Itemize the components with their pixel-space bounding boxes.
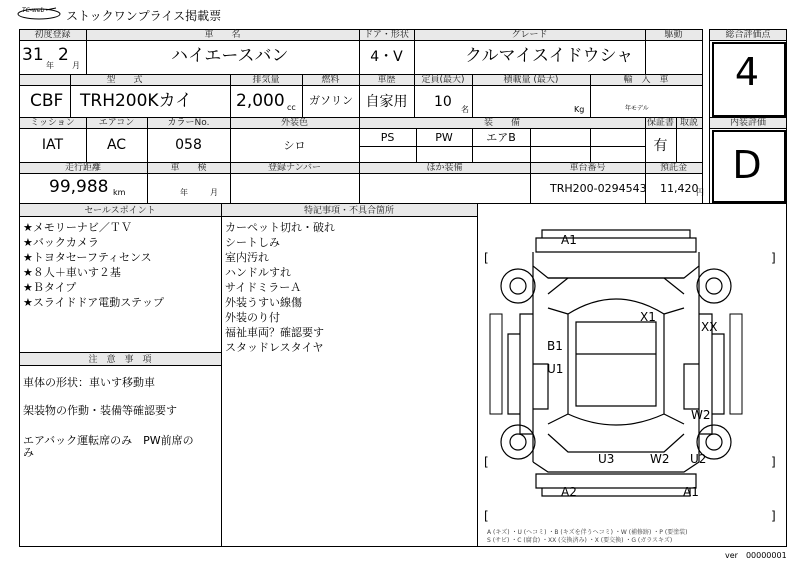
list-item: 室内汚れ: [225, 251, 269, 264]
damage-label: A1: [561, 233, 577, 247]
label-drive: 駆動: [664, 30, 683, 40]
bracket-right-3: ]: [771, 509, 776, 523]
label-aircon: エアコン: [98, 118, 135, 128]
list-item: エアバック運転席のみ PW前席の: [23, 434, 194, 447]
damage-label: A2: [561, 485, 577, 499]
value-import-note: 年モデル: [625, 105, 649, 112]
value-displacement: 2,000: [236, 91, 285, 111]
label-car-name: 車 名: [204, 30, 241, 40]
value-car-name: ハイエースバン: [171, 46, 289, 66]
value-insp-year-unit: 年: [180, 188, 188, 197]
notes-title: 注 意 事 項: [88, 355, 152, 365]
label-manual: 取説: [679, 118, 698, 128]
list-item: 外装のり付: [225, 311, 280, 324]
list-item: ハンドルすれ: [225, 266, 291, 279]
version-label: ver 00000001: [725, 551, 787, 560]
bracket-left-3: [: [484, 509, 489, 523]
list-item: スタッドレスタイヤ: [225, 341, 324, 354]
value-grade: クルマイスイドウシャ: [465, 46, 634, 66]
bracket-left-2: [: [484, 455, 489, 469]
list-item: 架装物の作動・装備等確認要す: [23, 404, 177, 417]
damage-label: X1: [640, 310, 656, 324]
bracket-right-1: ]: [771, 251, 776, 265]
label-grade: グレード: [511, 30, 548, 40]
damage-label: U2: [690, 452, 707, 466]
page-title: ストックワンプライス掲載票: [66, 9, 222, 23]
value-equip-airbag: エアB: [486, 131, 516, 144]
label-chassis-no: 車台番号: [569, 163, 606, 173]
label-deposit: 預託金: [659, 163, 687, 173]
label-usage: 車歴: [377, 75, 396, 85]
bracket-right-2: ]: [771, 455, 776, 469]
value-aircon: AC: [106, 137, 127, 153]
value-equip-pw: PW: [435, 131, 453, 144]
value-year-unit: 年: [46, 61, 54, 70]
list-item: 外装うすい線傷: [225, 296, 302, 309]
label-displacement: 排気量: [252, 75, 280, 85]
value-deposit-unit: 円: [696, 188, 704, 197]
special-notes-title: 特記事項・不具合箇所: [303, 206, 394, 216]
value-mileage: 99,988: [49, 177, 109, 197]
label-interior-score: 内装評価: [729, 118, 766, 128]
list-item: み: [23, 446, 34, 459]
label-doors: ドア・形状: [364, 30, 409, 40]
sales-points-title: セールスポイント: [84, 206, 156, 216]
damage-label: U3: [598, 452, 615, 466]
value-overall-score: 4: [734, 50, 760, 94]
list-item: シートしみ: [225, 236, 280, 249]
value-interior-score: D: [732, 143, 762, 187]
value-displacement-unit: cc: [287, 103, 296, 112]
value-equip-ps: PS: [380, 131, 395, 144]
list-item: カーペット切れ・破れ: [225, 221, 335, 234]
list-item: ★８人＋車いす２基: [23, 266, 121, 279]
list-item: ★トヨタセーフティセンス: [23, 251, 152, 264]
value-warranty: 有: [653, 138, 668, 154]
list-item: 車体の形状：車いす移動車: [23, 376, 155, 389]
list-item: ★バックカメラ: [23, 236, 99, 249]
value-doors: 4・V: [370, 49, 403, 65]
label-load: 積載量 (最大): [503, 75, 559, 85]
list-item: 福祉車両？確認要す: [225, 326, 324, 339]
label-overall-score: 総合評価点: [725, 30, 771, 40]
value-mission: IAT: [41, 137, 64, 153]
value-usage: 自家用: [365, 94, 408, 110]
label-color-no: カラーNo.: [167, 118, 210, 128]
value-deposit: 11,420: [660, 182, 699, 195]
list-item: ★スライドドア電動ステップ: [23, 296, 164, 309]
value-mileage-unit: km: [113, 188, 126, 197]
car-outline-diagram: [478, 204, 786, 546]
label-mileage: 走行距離: [64, 163, 101, 173]
damage-legend-line2: S (サビ) ・C (腐食) ・XX (交換済み) ・X (要交換) ・G (ガラスキズ): [487, 537, 673, 544]
list-item: ★Ｂタイプ: [23, 281, 77, 294]
value-type-code: CBF: [30, 91, 64, 111]
value-month-unit: 月: [72, 61, 80, 70]
damage-label: A1: [683, 485, 699, 499]
value-month: 2: [58, 45, 69, 65]
value-capacity: 10: [434, 94, 452, 110]
label-inspection: 車 検: [170, 163, 207, 173]
value-model-code: TRH200Kカイ: [80, 91, 193, 111]
list-item: ★メモリーナビ／ＴＶ: [23, 221, 132, 234]
value-load-unit: Kg: [574, 105, 585, 114]
label-warranty: 保証書: [646, 118, 674, 128]
value-exterior-color: シロ: [283, 139, 306, 152]
damage-label: XX: [701, 320, 718, 334]
label-exterior-color: 外装色: [280, 118, 308, 128]
damage-label: W2: [691, 408, 711, 422]
value-fuel: ガソリン: [309, 94, 353, 107]
label-type: 型 式: [106, 75, 143, 85]
label-capacity: 定員(最大): [421, 75, 465, 85]
label-first-reg: 初度登録: [34, 30, 71, 40]
list-item: サイドミラーＡ: [225, 281, 302, 294]
value-chassis-no: TRH200-0294543: [550, 182, 647, 195]
damage-label: U1: [547, 362, 564, 376]
label-equipment: 装 備: [483, 118, 520, 128]
label-other-equipment: ほか装備: [426, 163, 463, 173]
damage-legend-line1: A (キズ) ・U (ヘコミ) ・B (キズを伴うヘコミ) ・W (補修跡) ・P (要塗装): [487, 529, 688, 536]
label-import: 輸 入 車: [623, 75, 669, 85]
label-mission: ミッション: [30, 118, 75, 128]
label-fuel: 燃料: [321, 75, 340, 85]
value-year: 31: [22, 45, 44, 65]
value-capacity-unit: 名: [461, 105, 469, 114]
damage-label: W2: [650, 452, 670, 466]
damage-label: B1: [547, 339, 563, 353]
logo-text: TC-web: [22, 7, 45, 14]
label-plate: 登録ナンバー: [268, 163, 321, 173]
value-insp-month-unit: 月: [210, 188, 218, 197]
value-color-no: 058: [175, 137, 202, 153]
bracket-left-1: [: [484, 251, 489, 265]
logo: [16, 5, 62, 18]
